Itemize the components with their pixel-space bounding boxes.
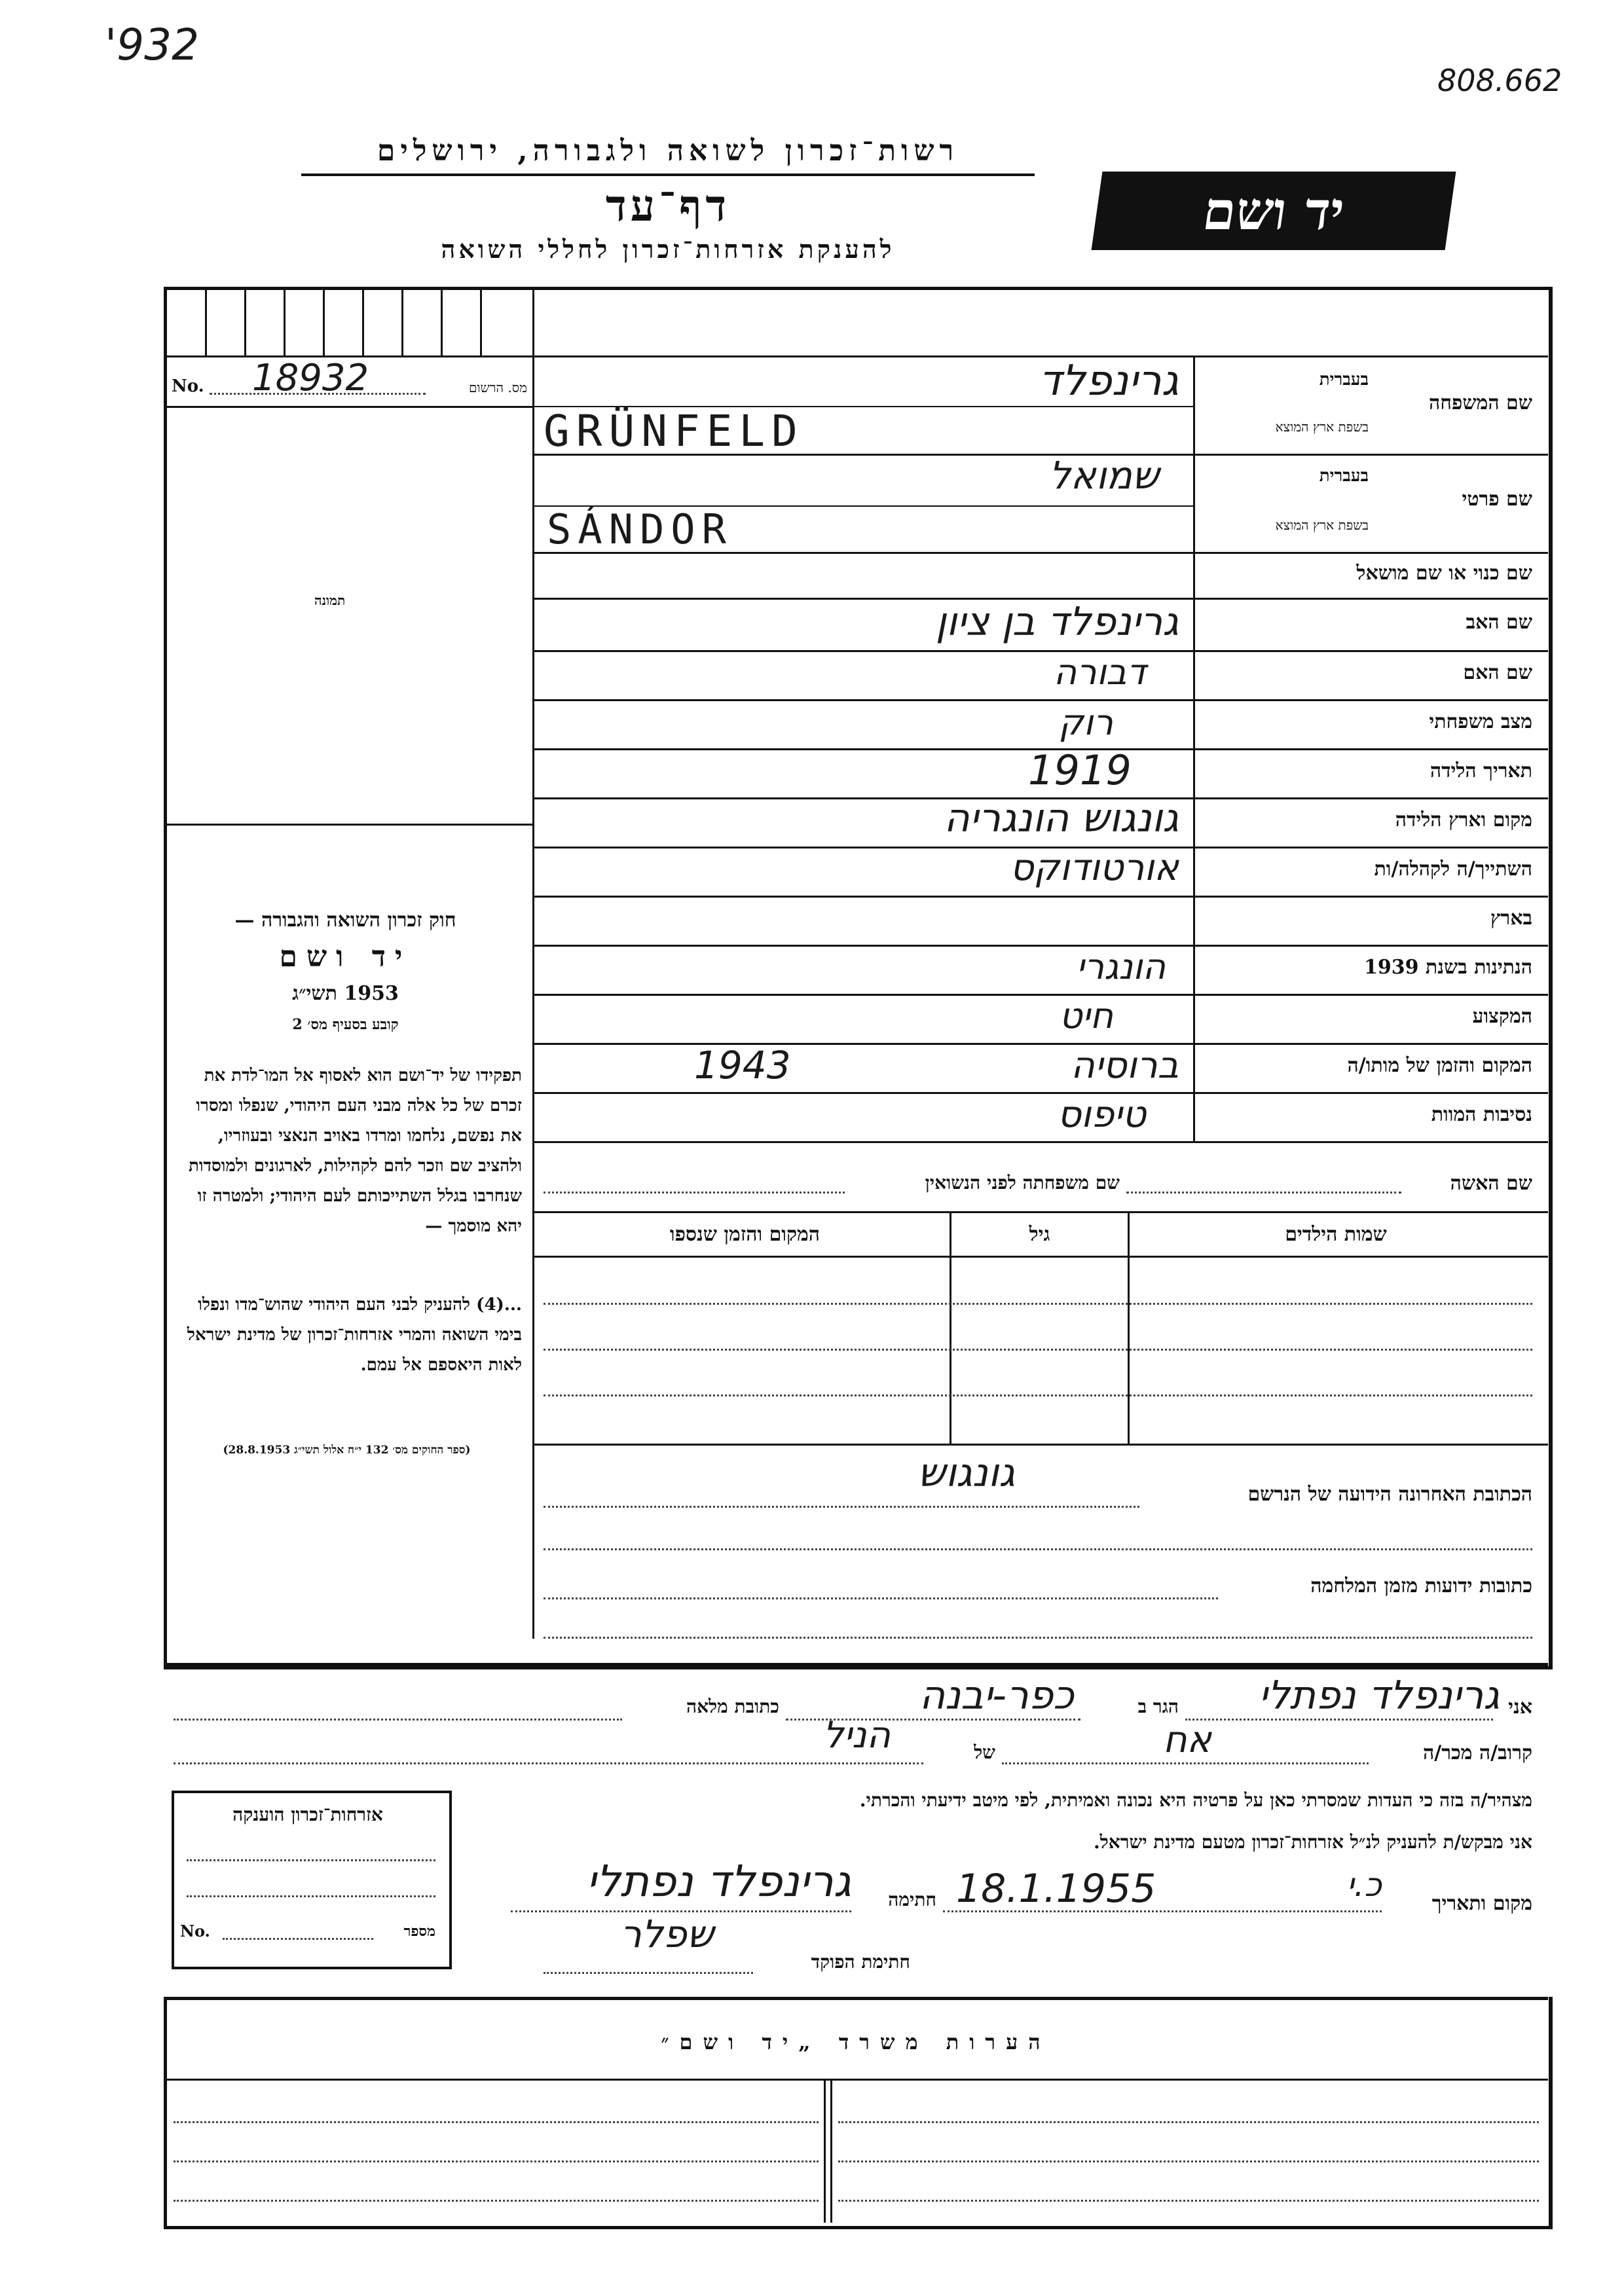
mother-label: שם האם	[1463, 661, 1532, 684]
declarant-signature: גרינפלד נפתלי	[586, 1856, 851, 1906]
registration-no-value: 18932	[252, 357, 369, 399]
death-circumstances-value: טיפוס	[1057, 1093, 1146, 1136]
birth-place-value: גונגוש הונגריה	[944, 795, 1179, 841]
father-value: גרינפלד בן ציון	[935, 599, 1179, 645]
profession-label: המקצוע	[1472, 1005, 1532, 1028]
date-value: 18.1.1955	[956, 1866, 1156, 1912]
marital-status-label: מצב משפחתי	[1429, 710, 1532, 733]
mother-value: דבורה	[1053, 651, 1146, 693]
marital-status-value: רוק	[1058, 702, 1113, 743]
death-year-value: 1943	[694, 1043, 791, 1087]
relative-value: אח	[1162, 1719, 1211, 1761]
registration-no-label: No.	[172, 376, 204, 396]
first-name-hebrew-value: שמואל	[1048, 453, 1159, 498]
margin-note-top-left: '932	[105, 20, 200, 70]
citizenship-request: אני מבקש/ת להעניק לנ״ל אזרחות־זכרון מטעם מדינת ישראל.	[1093, 1831, 1532, 1853]
birth-date-value: 1919	[1028, 746, 1132, 794]
last-known-address-label: הכתובת האחרונה הידועה של הנרשם	[1247, 1483, 1532, 1506]
community-label: השתייך/ה לקהלה/ות	[1374, 858, 1532, 881]
of-label: של	[974, 1741, 995, 1763]
death-circumstances-label: נסיבות המוות	[1431, 1103, 1532, 1126]
header-subtitle: להענקת אזרחות־זכרון לחללי השואה	[441, 234, 895, 264]
resides-in-value: כפר-יבנה	[919, 1673, 1074, 1719]
law-year: 1953 תשי״ג	[292, 982, 399, 1005]
header-title: דף־עד	[605, 180, 731, 231]
remarks-title: הערות משרד „יד ושם״	[661, 2030, 1051, 2054]
official-signature: שפלר	[619, 1912, 714, 1956]
wartime-addresses-label: כתובות ידועות מזמן המלחמה	[1310, 1575, 1532, 1597]
nickname-label: שם כנוי או שם מושאל	[1356, 562, 1532, 585]
family-name-hebrew-value: גרינפלד	[1039, 357, 1179, 405]
citizenship-box-he-no-label: מספר	[403, 1923, 435, 1940]
family-name-latin-value: GRÜNFELD	[544, 406, 804, 456]
law-reference: (ספר החוקים מס׳ 132 י״ח אלול תשי״ג 28.8.1953)	[223, 1444, 471, 1457]
margin-note-top-right: 808.662	[1437, 63, 1562, 98]
signature-label: חתימה	[888, 1889, 936, 1910]
first-name-hebrew-sublabel: בעברית	[1319, 466, 1369, 486]
first-name-label: שם פרטי	[1462, 488, 1532, 511]
family-name-label: שם המשפחה	[1428, 392, 1532, 414]
father-label: שם האב	[1466, 611, 1532, 634]
last-known-address-value: גונגוש	[917, 1450, 1015, 1496]
full-address-label: כתובת מלאה	[686, 1696, 779, 1717]
law-title: חוק זכרון השואה והגבורה —	[234, 909, 456, 932]
wife-maiden-name-label: שם משפחתה לפני הנשואין	[925, 1172, 1120, 1194]
profession-value: חיט	[1059, 995, 1113, 1036]
citizenship-granted-title: אזרחות־זכרון הוענקה	[232, 1804, 383, 1825]
wife-name-label: שם האשה	[1450, 1172, 1532, 1195]
logo-text: יד ושם	[1199, 180, 1348, 242]
children-header-names: שמות הילדים	[1285, 1223, 1387, 1246]
children-header-place-time: המקום והזמן שנספו	[669, 1223, 821, 1246]
registration-no-he-label: מס. הרשום	[468, 380, 527, 395]
law-name: יד ושם	[279, 940, 412, 974]
official-signature-label: חתימת הפוקד	[811, 1951, 910, 1973]
relative-label: קרוב/ה מכר/ה	[1423, 1741, 1532, 1764]
declarant-i-label: אני	[1508, 1696, 1532, 1719]
citizenship-1939-label: הנתינות בשנת 1939	[1363, 956, 1532, 979]
family-name-hebrew-sublabel: בעברית	[1319, 370, 1369, 390]
death-place-time-label: המקום והזמן של מותו/ה	[1347, 1054, 1532, 1077]
first-name-latin-value: SÁNDOR	[547, 505, 733, 553]
death-place-value: ברוסיה	[1071, 1044, 1179, 1087]
citizenship-1939-value: הונגרי	[1076, 946, 1166, 987]
of-value: הניל	[822, 1714, 891, 1757]
photo-label: תמונה	[314, 592, 346, 608]
first-name-origin-sublabel: בשפת ארץ המוצא	[1275, 517, 1369, 533]
law-text-clause4: ...(4) להעניק לבני העם היהודי שהוש־מדו ונפלו בימי השואה והמרי אזרחות־זכרון של מדינת ישראל לאות היאספם אל עמם.	[187, 1295, 522, 1375]
yad-vashem-logo	[1092, 172, 1456, 250]
citizenship-box-no-label: No.	[180, 1922, 210, 1941]
header-authority: רשות־זכרון לשואה ולגבורה, ירושלים	[377, 134, 959, 168]
children-header-age: גיל	[1029, 1223, 1050, 1246]
country-label: בארץ	[1490, 907, 1532, 930]
community-value: אורטודוקס	[1010, 847, 1179, 889]
declaration-statement: מצהיר/ה בזה כי העדות שמסרתי כאן על פרטיה היא נכונה ואמיתית, לפי מיטב ידיעתי והכרתי.	[859, 1789, 1532, 1811]
place-value: כ.י	[1346, 1866, 1382, 1904]
resides-in-label: הגר ב	[1137, 1696, 1179, 1717]
birth-date-label: תאריך הלידה	[1430, 759, 1532, 782]
remarks-frame	[164, 1997, 1553, 2229]
law-clause: קובע בסעיף מס׳ 2	[292, 1016, 399, 1033]
family-name-origin-sublabel: בשפת ארץ המוצא	[1275, 419, 1369, 435]
law-text-main: תפקידו של יד־ושם הוא לאסוף אל המו־לדת את זכרם של כל אלה מבני העם היהודי, שנפלו ומסרו את נפשם, נלחמו ומרדו באויב הנאצי ובעוזריו, ולהציב שם וזכר להם לקהילות, לארגונים ולמוסדות שנחרבו בגלל השתייכותם לעם היהודי; ולמטרה זו יהא מוסמך —	[188, 1066, 522, 1236]
place-date-label: מקום ותאריך	[1431, 1892, 1532, 1915]
birth-place-label: מקום וארץ הלידה	[1395, 809, 1532, 831]
declarant-name-value: גרינפלד נפתלי	[1259, 1673, 1500, 1719]
